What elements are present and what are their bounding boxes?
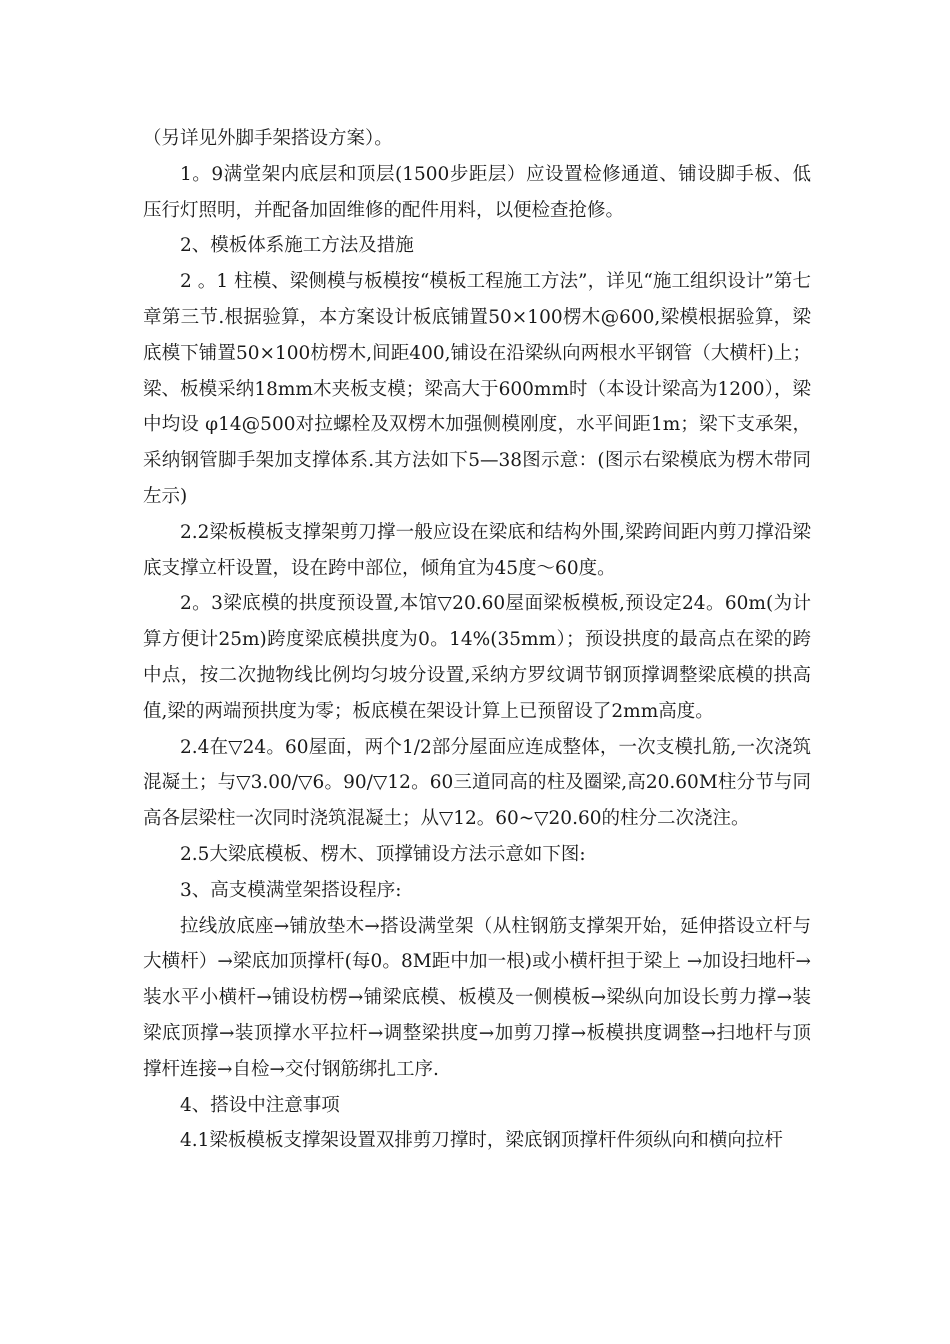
paragraph-2-2-scissor-brace: 2.2梁板模板支撑架剪刀撑一般应设在梁底和结构外围,梁跨间距内剪刀撑沿梁底支撑立杆设置，设在跨中部位，倾角宜为45度～60度。 <box>143 521 811 579</box>
heading-precautions: 4、搭设中注意事项 <box>180 1094 340 1116</box>
heading-formwork-system: 2、模板体系施工方法及措施 <box>180 235 414 257</box>
document-body <box>143 121 811 1159</box>
paragraph-2-3-camber: 2。3梁底模的拱度预设置,本馆▽20.60屋面梁板模板,预设定24。60m(为计算方便计25m)跨度梁底模拱度为0。14%(35mm）；预设拱度的最高点在梁的跨中点，按二次抛物线比例均匀坡分设置,采纳方罗纹调节钢顶撑调整梁底模的拱高值,梁的两端预拱度为零；板底模在架设计算上已预留设了2mm高度。 <box>143 593 811 722</box>
paragraph-2-1-formwork-method: 2 。1 柱模、梁侧模与板模按“模板工程施工方法”，详见“施工组织设计”第七章第三节.根据验算，本方案设计板底铺置50×100楞木@600,梁模根据验算，梁底模下铺置50×100枋楞木,间距400,铺设在沿梁纵向两根水平钢管（大横杆)上；梁、板模采纳18mm木夹板支模；梁高大于600mm时（本设计梁高为1200），梁中均设 φ14@500对拉螺栓及双楞木加强侧模刚度，水平间距1m；梁下支承架，采纳钢管脚手架加支撑体系.其方法如下5—38图示意：(图示右梁模底为楞木带同左示) <box>143 271 811 507</box>
paragraph-1-9-maintenance-passage: 1。9满堂架内底层和顶层(1500步距层）应设置检修通道、铺设脚手板、低压行灯照明，并配备加固维修的配件用料，以便检查抢修。 <box>143 163 811 221</box>
paragraph-scaffold-note: （另详见外脚手架搭设方案）。 <box>143 128 393 149</box>
paragraph-4-1-double-brace: 4.1梁板模板支撑架设置双排剪刀撑时，梁底钢顶撑杆件须纵向和横向拉杆 <box>180 1130 783 1152</box>
paragraph-2-4-roof-pour: 2.4在▽24。60屋面，两个1/2部分屋面应连成整体，一次支模扎筋,一次浇筑混凝土；与▽3.00/▽6。90/▽12。60三道同高的柱及圈梁,高20.60M柱分节与同高各层梁柱一次同时浇筑混凝土；从▽12。60~▽20.60的柱分二次浇注。 <box>143 736 811 830</box>
heading-scaffold-procedure: 3、高支模满堂架搭设程序: <box>180 879 402 901</box>
paragraph-2-5-illustration: 2.5大梁底模板、楞木、顶撑铺设方法示意如下图: <box>180 843 586 865</box>
paragraph-procedure-steps: 拉线放底座→铺放垫木→搭设满堂架（从柱钢筋支撑架开始，延伸搭设立杆与大横杆）→梁底加顶撑杆(每0。8M距中加一根)或小横杆担于梁上 →加设扫地杆→装水平小横杆→铺设枋楞→铺梁底模、板模及一侧模板→梁纵向加设长剪力撑→装梁底顶撑→装顶撑水平拉杆→调整梁拱度→加剪刀撑→板模拱度调整→扫地杆与顶撑杆连接→自检→交付钢筋绑扎工序. <box>143 915 811 1080</box>
